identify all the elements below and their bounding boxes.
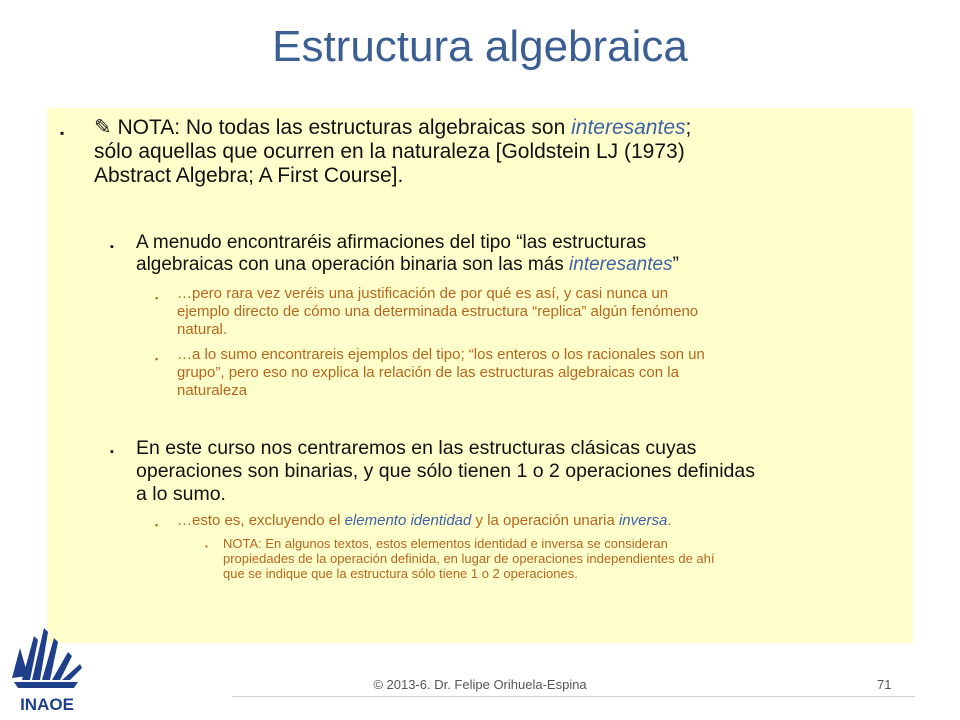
bullet-ejemplos [155, 346, 895, 402]
bullet-nota-textos-line2: propiedades de la operación definida, en lugar de operaciones independientes de ahí [223, 551, 715, 566]
bullet-marker: ▪ [155, 293, 159, 303]
bullet-ejemplos-line2: grupo”, pero eso no explica la relación de las estructuras algebraicas con la [177, 364, 679, 381]
inaoe-logo [8, 618, 86, 716]
bullet-justificacion-line3: natural. [177, 321, 228, 338]
bullet-afirmaciones-line1: A menudo encontraréis afirmaciones del tipo “las estructuras [136, 232, 647, 253]
bullet-curso-line3: a lo sumo. [136, 483, 226, 505]
bullet-ejemplos-line1: …a lo sumo encontrareis ejemplos del tipo; “los enteros o los racionales son un [177, 346, 705, 363]
emphasis-elemento-identidad: elemento identidad [344, 512, 472, 529]
bullet-marker: ▪ [155, 520, 159, 530]
footer-divider [232, 696, 915, 697]
bullet-justificacion [155, 285, 895, 341]
footer-copyright: © 2013-6. Dr. Felipe Orihuela-Espina [373, 677, 587, 692]
bullet-curso [110, 437, 905, 507]
emphasis-inversa: inversa [618, 512, 668, 529]
bullet-curso-line1: En este curso nos centraremos en las estructuras clásicas cuyas [136, 437, 697, 459]
bullet-nota-line1: ✎ NOTA: No todas las estructuras algebraicas son interesantes; [94, 116, 692, 139]
bullet-marker: ▪ [110, 241, 114, 253]
bullet-ejemplos-line3: naturaleza [177, 382, 248, 399]
bullet-nota-line3: Abstract Algebra; A First Course]. [94, 164, 404, 187]
bullet-marker: ▪ [60, 126, 65, 140]
bullet-nota-textos-line1: NOTA: En algunos textos, estos elementos identidad e inversa se consideran [223, 536, 668, 551]
emphasis-interesantes: interesantes [571, 116, 686, 139]
logo-text: INAOE [20, 695, 74, 714]
bullet-marker: ▪ [110, 446, 114, 458]
bullet-excluyendo: ▪ …esto es, excluyendo el elemento identidad y la operación unaria inversa. [155, 512, 895, 532]
bullet-curso-line2: operaciones son binarias, y que sólo tienen 1 o 2 operaciones definidas [136, 460, 756, 482]
bullet-marker: ▪ [205, 542, 208, 551]
pencil-icon: ✎ [94, 116, 112, 139]
bullet-nota [60, 116, 890, 190]
bullet-nota-textos-line3: que se indique que la estructura sólo tiene 1 o 2 operaciones. [223, 566, 578, 581]
bullet-nota-line2: sólo aquellas que ocurren en la naturaleza [Goldstein LJ (1973) [94, 140, 685, 163]
bullet-afirmaciones [110, 232, 900, 278]
emphasis-interesantes-2: interesantes [569, 254, 673, 275]
bullet-justificacion-line1: …pero rara vez veréis una justificación de por qué es así, y casi nunca un [177, 285, 669, 302]
bullet-marker: ▪ [155, 354, 159, 364]
bullet-nota-textos [205, 536, 905, 584]
page-number: 71 [877, 677, 892, 692]
slide-title: Estructura algebraica [272, 22, 688, 71]
bullet-afirmaciones-line2: algebraicas con una operación binaria son las más interesantes” [136, 254, 679, 275]
bullet-justificacion-line2: ejemplo directo de cómo una determinada estructura “replica” algún fenómeno [177, 303, 699, 320]
